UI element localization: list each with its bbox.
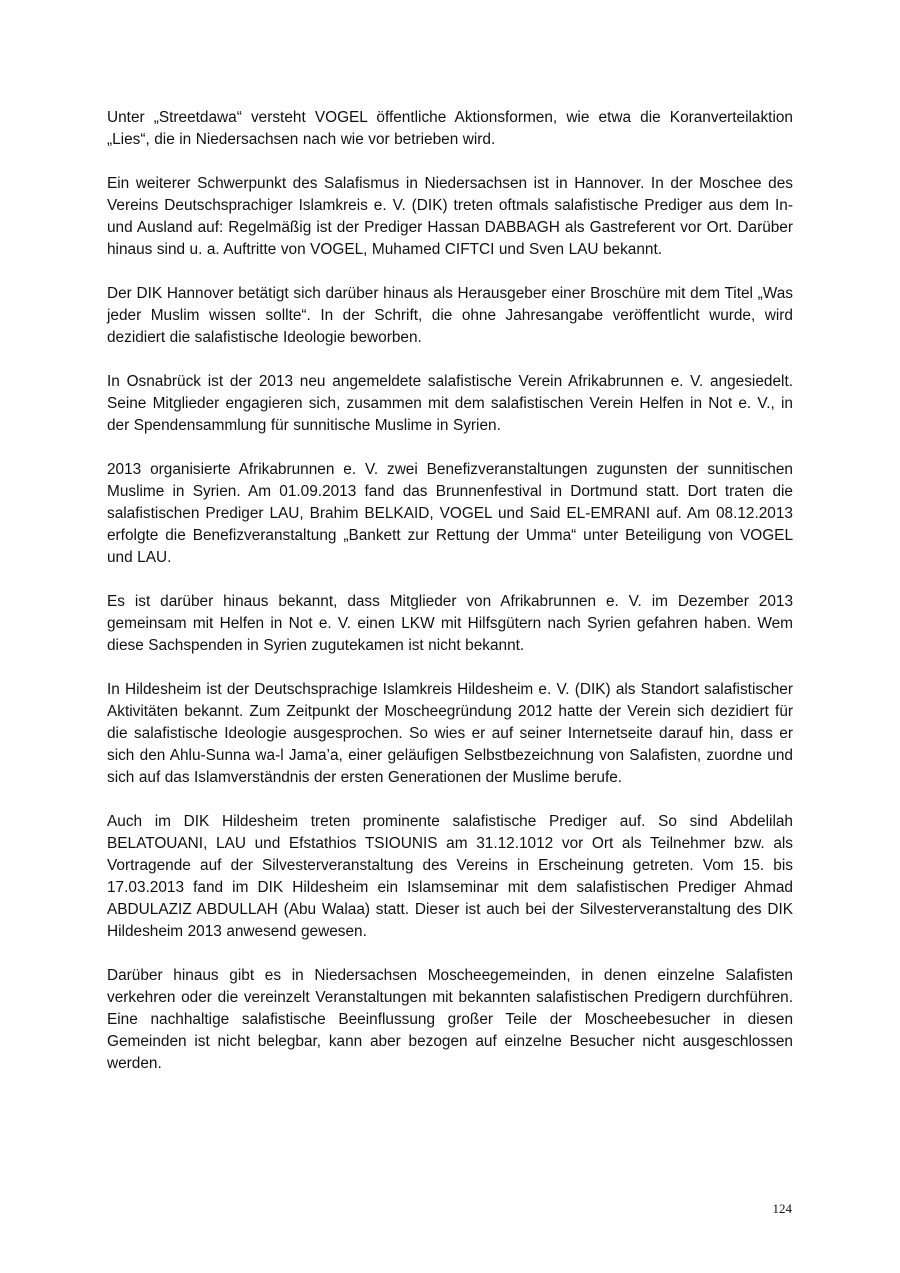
paragraph-lkw-transport: Es ist darüber hinaus bekannt, dass Mitglieder von Afrikabrunnen e. V. im Dezember 2013 gemeinsam mit Helfen in Not e. V. einen LKW mit Hilfsgütern nach Syrien gefahren haben. Wem diese Sachspenden in Syrien zugutekamen ist nicht bekannt.	[107, 593, 793, 654]
paragraph-hildesheim: In Hildesheim ist der Deutschsprachige Islamkreis Hildesheim e. V. (DIK) als Standort salafistischer Aktivitäten bekannt. Zum Zeitpunkt der Moscheegründung 2012 hatte der Verein sich dezidiert für die salafistische Ideologie ausgesprochen. So wies er auf seiner Internetseite darauf hin, dass er sich den Ahlu-Sunna wa-l Jama’a, einer geläufigen Selbstbezeichnung von Salafisten, zuordne und sich auf das Islamverständnis der ersten Generationen der Muslime berufe.	[107, 681, 793, 786]
paragraph-streetdawa: Unter „Streetdawa“ versteht VOGEL öffentliche Aktionsformen, wie etwa die Koranverteilaktion „Lies“, die in Niedersachsen nach wie vor betrieben wird.	[107, 109, 793, 148]
paragraph-mosque-communities: Darüber hinaus gibt es in Niedersachsen Moscheegemeinden, in denen einzelne Salafisten verkehren oder die vereinzelt Veranstaltungen mit bekannten salafistischen Predigern durchführen. Eine nachhaltige salafistische Beeinflussung großer Teile der Moscheebesucher in diesen Gemeinden ist nicht belegbar, kann aber bezogen auf einzelne Besucher nicht ausgeschlossen werden.	[107, 967, 793, 1072]
body-text	[107, 107, 793, 1075]
paragraph-dik-brochure: Der DIK Hannover betätigt sich darüber hinaus als Herausgeber einer Broschüre mit dem Titel „Was jeder Muslim wissen sollte“. In der Schrift, die ohne Jahresangabe veröffentlicht wurde, wird dezidiert die salafistische Ideologie beworben.	[107, 285, 793, 346]
page-number: 124	[772, 1201, 792, 1216]
paragraph-hannover: Ein weiterer Schwerpunkt des Salafismus in Niedersachsen ist in Hannover. In der Moschee des Vereins Deutschsprachiger Islamkreis e. V. (DIK) treten oftmals salafistische Prediger aus dem In- und Ausland auf: Regelmäßig ist der Prediger Hassan DABBAGH als Gastreferent vor Ort. Darüber hinaus sind u. a. Auftritte von VOGEL, Muhamed CIFTCI und Sven LAU bekannt.	[107, 175, 793, 258]
paragraph-osnabrueck: In Osnabrück ist der 2013 neu angemeldete salafistische Verein Afrikabrunnen e. V. angesiedelt. Seine Mitglieder engagieren sich, zusammen mit dem salafistischen Verein Helfen in Not e. V., in der Spendensammlung für sunnitische Muslime in Syrien.	[107, 373, 793, 434]
paragraph-benefit-events: 2013 organisierte Afrikabrunnen e. V. zwei Benefizveranstaltungen zugunsten der sunnitischen Muslime in Syrien. Am 01.09.2013 fand das Brunnenfestival in Dortmund statt. Dort traten die salafistischen Prediger LAU, Brahim BELKAID, VOGEL und Said EL-EMRANI auf. Am 08.12.2013 erfolgte die Benefizveranstaltung „Bankett zur Rettung der Umma“ unter Beteiligung von VOGEL und LAU.	[107, 461, 793, 566]
paragraph-dik-hildesheim-preachers: Auch im DIK Hildesheim treten prominente salafistische Prediger auf. So sind Abdelilah BELATOUANI, LAU und Efstathios TSIOUNIS am 31.12.1012 vor Ort als Teilnehmer bzw. als Vortragende auf der Silvesterveranstaltung des Vereins in Erscheinung getreten. Vom 15. bis 17.03.2013 fand im DIK Hildesheim ein Islamseminar mit dem salafistischen Prediger Ahmad ABDULAZIZ ABDULLAH (Abu Walaa) statt. Dieser ist auch bei der Silvesterveranstaltung des DIK Hildesheim 2013 anwesend gewesen.	[107, 813, 793, 940]
